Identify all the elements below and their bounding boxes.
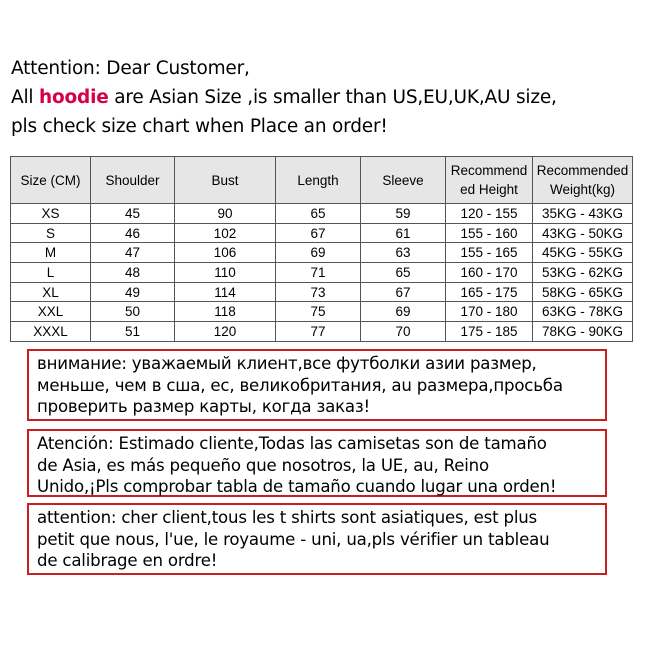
table-cell: 53KG - 62KG [533,263,633,283]
table-cell: 58KG - 65KG [533,282,633,302]
table-cell: 78KG - 90KG [533,322,633,342]
header-shoulder: Shoulder [91,157,175,204]
table-cell: 70 [361,322,446,342]
table-cell: 48 [91,263,175,283]
table-cell: 46 [91,223,175,243]
table-cell: 75 [276,302,361,322]
table-cell: XXXL [11,322,91,342]
table-row [11,223,633,243]
size-chart-table [10,156,633,342]
table-cell: 69 [276,243,361,263]
table-cell: 61 [361,223,446,243]
table-row [11,282,633,302]
table-row [11,243,633,263]
header-height-line-2: ed Height [460,182,518,197]
attention-line-2-suffix: are Asian Size ,is smaller than US,EU,UK,AU size, [108,87,557,108]
table-cell: 102 [175,223,276,243]
header-weight-line-1: Recommended [536,163,629,178]
table-row [11,302,633,322]
attention-line-1: Attention: Dear Customer, [11,58,250,79]
table-cell: 35KG - 43KG [533,204,633,224]
header-size: Size (CM) [11,157,91,204]
table-cell: 59 [361,204,446,224]
hoodie-highlight: hoodie [39,87,109,108]
table-cell: 120 [175,322,276,342]
table-cell: 65 [361,263,446,283]
table-cell: 71 [276,263,361,283]
table-cell: XXL [11,302,91,322]
table-cell: 65 [276,204,361,224]
table-cell: 165 - 175 [446,282,533,302]
spanish-notice: Atención: Estimado cliente,Todas las camisetas son de tamaño de Asia, es más pequeño que nosotros, la UE, au, Reino Unido,¡Pls comprobar tabla de tamaño cuando lugar una orden! [27,429,607,497]
french-notice: attention: cher client,tous les t shirts sont asiatiques, est plus petit que nous, l'ue, le royaume - uni, ua,pls vérifier un tableau de calibrage en ordre! [27,503,607,575]
table-cell: 160 - 170 [446,263,533,283]
header-weight [533,157,633,204]
russian-notice: внимание: уважаемый клиент,все футболки азии размер, меньше, чем в сша, ес, великобритания, au размера,просьба проверить размер карты, когда заказ! [27,349,607,421]
table-cell: 114 [175,282,276,302]
table-cell: 47 [91,243,175,263]
header-height-line-1: Recommend [450,163,528,178]
table-cell: XL [11,282,91,302]
table-cell: 170 - 180 [446,302,533,322]
header-sleeve: Sleeve [361,157,446,204]
table-cell: M [11,243,91,263]
table-cell: 155 - 160 [446,223,533,243]
table-cell: 67 [361,282,446,302]
table-cell: 118 [175,302,276,322]
table-cell: 120 - 155 [446,204,533,224]
table-cell: 73 [276,282,361,302]
table-cell: 155 - 165 [446,243,533,263]
table-cell: 69 [361,302,446,322]
attention-block [11,54,641,141]
table-cell: XS [11,204,91,224]
table-cell: 63 [361,243,446,263]
table-cell: 106 [175,243,276,263]
table-row [11,263,633,283]
table-cell: 50 [91,302,175,322]
table-cell: L [11,263,91,283]
table-cell: 49 [91,282,175,302]
table-cell: 45 [91,204,175,224]
table-cell: 43KG - 50KG [533,223,633,243]
header-height [446,157,533,204]
table-cell: 63KG - 78KG [533,302,633,322]
header-bust: Bust [175,157,276,204]
attention-line-3: pls check size chart when Place an order! [11,116,388,137]
attention-line-2-prefix: All [11,87,40,108]
table-row [11,322,633,342]
table-cell: 45KG - 55KG [533,243,633,263]
table-cell: 175 - 185 [446,322,533,342]
table-cell: 51 [91,322,175,342]
table-cell: 110 [175,263,276,283]
table-cell: 67 [276,223,361,243]
table-cell: 77 [276,322,361,342]
header-weight-line-2: Weight(kg) [549,182,616,197]
header-length: Length [276,157,361,204]
size-chart-header-row [11,157,633,204]
table-cell: 90 [175,204,276,224]
table-row [11,204,633,224]
table-cell: S [11,223,91,243]
attention-line-2 [11,83,641,112]
